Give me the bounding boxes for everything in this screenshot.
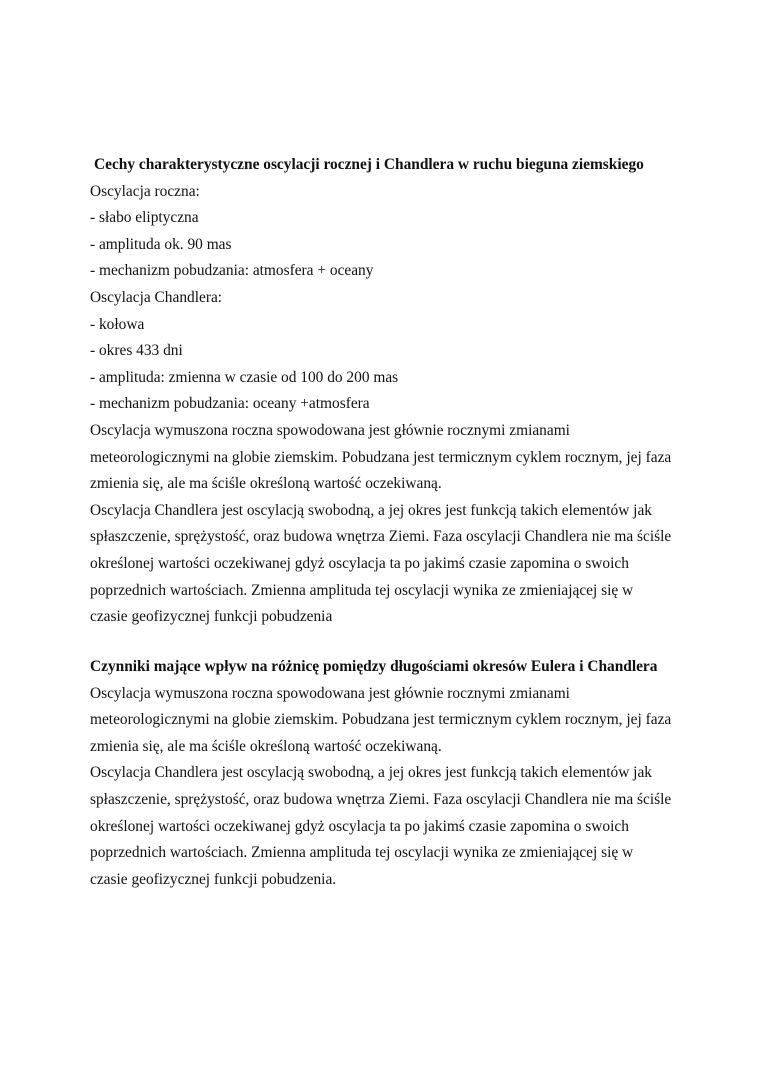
text-line: Oscylacja Chandlera jest oscylacją swobodną, a jej okres jest funkcją takich elementów jak [90,764,652,782]
text-line: Oscylacja wymuszona roczna spowodowana jest głównie rocznymi zmianami [90,684,570,702]
text-line: czasie geofizycznej funkcji pobudzenia. [90,870,337,888]
text-line: - okres 433 dni [90,342,183,360]
text-line: - mechanizm pobudzania: oceany +atmosfera [90,395,370,413]
text-line: zmienia się, ale ma ściśle określoną wartość oczekiwaną. [90,475,442,493]
text-line: spłaszczenie, sprężystość, oraz budowa wnętrza Ziemi. Faza oscylacji Chandlera nie ma ściśle [90,528,672,546]
text-line: poprzednich wartościach. Zmienna amplituda tej oscylacji wynika ze zmieniającej się w [90,581,634,599]
text-line: spłaszczenie, sprężystość, oraz budowa wnętrza Ziemi. Faza oscylacji Chandlera nie ma ściśle [90,790,672,808]
section-euler-chandler-factors [90,654,690,893]
text-line: Oscylacja Chandlera jest oscylacją swobodną, a jej okres jest funkcją takich elementów jak [90,501,652,519]
text-line: meteorologicznymi na globie ziemskim. Pobudzana jest termicznym cyklem rocznym, jej faza [90,711,672,729]
text-line: Oscylacja roczna: [90,182,200,200]
text-line: - kołowa [90,315,145,333]
text-line: - amplituda: zmienna w czasie od 100 do 200 mas [90,368,399,386]
text-line: - amplituda ok. 90 mas [90,235,232,253]
text-line: określonej wartości oczekiwanej gdyż oscylacja ta po jakimś czasie zapomina o swoich [90,817,629,835]
text-line: zmienia się, ale ma ściśle określoną wartość oczekiwaną. [90,737,442,755]
section-heading: Czynniki mające wpływ na różnicę pomiędzy długościami okresów Eulera i Chandlera [90,658,658,675]
text-line: czasie geofizycznej funkcji pobudzenia [90,608,333,626]
text-line: - mechanizm pobudzania: atmosfera + oceany [90,262,374,280]
text-line: meteorologicznymi na globie ziemskim. Pobudzana jest termicznym cyklem rocznym, jej faza [90,448,672,466]
text-line: poprzednich wartościach. Zmienna amplituda tej oscylacji wynika ze zmieniającej się w [90,844,634,862]
text-line: określonej wartości oczekiwanej gdyż oscylacja ta po jakimś czasie zapomina o swoich [90,554,629,572]
section-annual-chandler-features [90,152,690,631]
text-line: - słabo eliptyczna [90,209,199,227]
text-line: Oscylacja Chandlera: [90,288,223,306]
text-line: Oscylacja wymuszona roczna spowodowana jest głównie rocznymi zmianami [90,421,570,439]
section-heading: Cechy charakterystyczne oscylacji rocznej i Chandlera w ruchu bieguna ziemskiego [94,156,644,173]
